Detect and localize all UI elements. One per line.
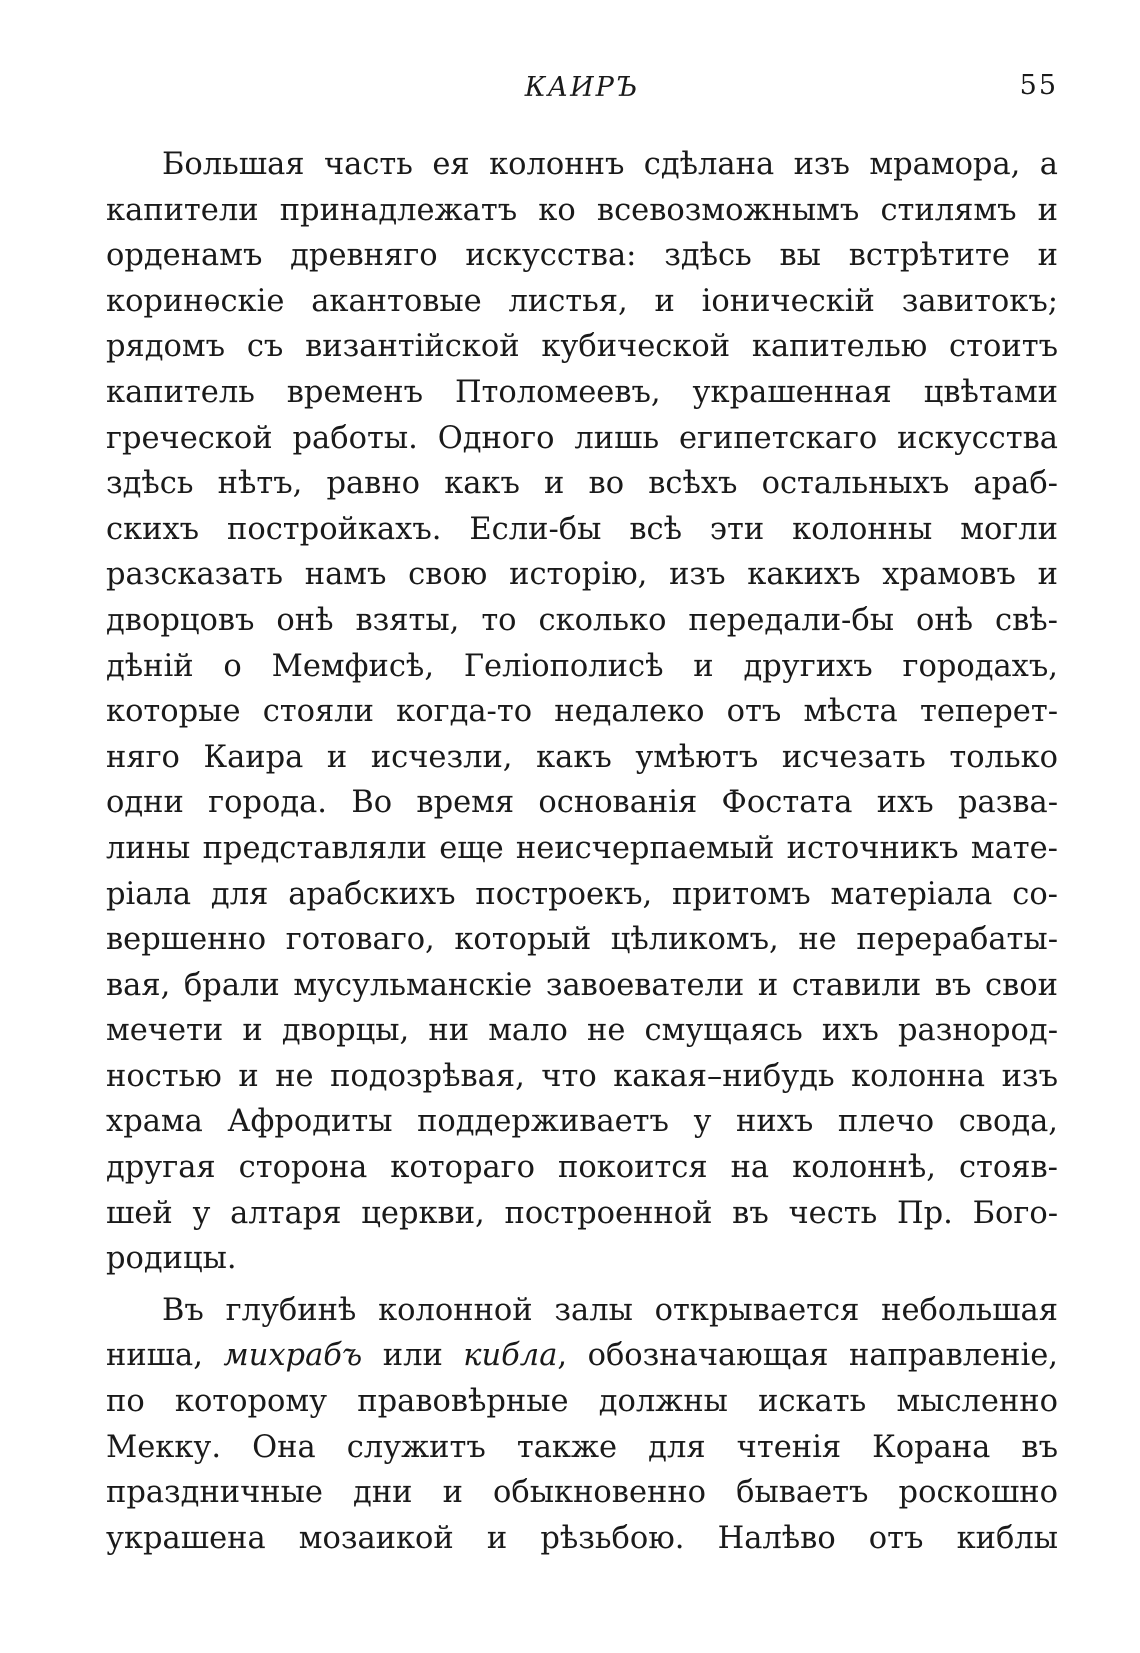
- body-text: [106, 142, 1058, 1561]
- term-mihrab: михрабъ: [223, 1338, 363, 1374]
- text-line: рядомъ съ византійской кубической капителью стоитъ: [106, 329, 1058, 365]
- text-line: которые стояли когда-то недалеко отъ мѣста теперет-: [106, 694, 1058, 730]
- text-line: вая, брали мусульманскіе завоеватели и ставили въ свои: [106, 967, 1058, 1003]
- text-line: лины представляли еще неисчерпаемый источникъ мате-: [106, 830, 1058, 866]
- text-line: праздничные дни и обыкновенно бываетъ роскошно: [106, 1475, 1058, 1511]
- text-line: шей у алтаря церкви, построенной въ честь Пр. Бого-: [106, 1195, 1058, 1231]
- page-header: [106, 60, 1058, 110]
- text-line: греческой работы. Одного лишь египетскаго искусства: [106, 420, 1058, 456]
- paragraph-1: [106, 142, 1058, 1282]
- text-line: другая сторона котораго покоится на колоннѣ, стояв-: [106, 1150, 1058, 1186]
- text-line: капитель временъ Птоломеевъ, украшенная цвѣтами: [106, 374, 1058, 410]
- text-line: няго Каира и исчезли, какъ умѣютъ исчезать только: [106, 739, 1058, 775]
- text-line: орденамъ древняго искусства: здѣсь вы встрѣтите и: [106, 238, 1058, 274]
- text-line: здѣсь нѣтъ, равно какъ и во всѣхъ остальныхъ араб-: [106, 466, 1058, 502]
- running-title: КАИРЪ: [524, 72, 640, 103]
- term-kibla: кибла: [463, 1338, 558, 1374]
- paragraph-2: [106, 1288, 1058, 1562]
- book-page: [106, 60, 1058, 1561]
- text-line: дѣній о Мемфисѣ, Геліополисѣ и другихъ городахъ,: [106, 648, 1058, 684]
- text-line: мечети и дворцы, ни мало не смущаясь ихъ разнород-: [106, 1013, 1058, 1049]
- text-line: разсказать намъ свою исторію, изъ какихъ храмовъ и: [106, 557, 1058, 593]
- text-line: ностью и не подозрѣвая, что какая–нибудь колонна изъ: [106, 1058, 1058, 1094]
- text-line: Большая часть ея колоннъ сдѣлана изъ мрамора, а: [162, 147, 1058, 182]
- text-fragment: или: [362, 1338, 464, 1374]
- text-line: родицы.: [106, 1241, 237, 1277]
- text-line: по которому правовѣрные должны искать мысленно: [106, 1384, 1058, 1420]
- text-line: вершенно готоваго, который цѣликомъ, не перерабaты-: [106, 922, 1058, 958]
- text-line: ріала для арабскихъ построекъ, притомъ матеріала со-: [106, 876, 1058, 912]
- text-fragment: ниша,: [106, 1338, 224, 1374]
- text-line: храма Афродиты поддерживаетъ у нихъ плечо свода,: [106, 1104, 1058, 1140]
- text-line: Въ глубинѣ колонной залы открывается небольшая: [162, 1292, 1058, 1328]
- text-line: дворцовъ онѣ взяты, то сколько передали-бы онѣ свѣ-: [106, 602, 1058, 638]
- text-fragment: , обозначающая направленіе,: [557, 1338, 1058, 1374]
- text-line: коринѳскіе акантовые листья, и іоническій завитокъ;: [106, 283, 1058, 319]
- text-line: скихъ постройкахъ. Если-бы всѣ эти колонны могли: [106, 511, 1058, 547]
- text-line: капители принадлежатъ ко всевозможнымъ стилямъ и: [106, 192, 1058, 228]
- text-line-with-terms: [106, 1333, 1058, 1379]
- text-line: украшена мозаикой и рѣзьбою. Налѣво отъ киблы: [106, 1520, 1058, 1556]
- text-line: Мекку. Она служитъ также для чтенія Корана въ: [106, 1429, 1058, 1465]
- page-number: 55: [1019, 70, 1058, 101]
- text-line: одни города. Во время основанія Фостата ихъ развa-: [106, 785, 1058, 821]
